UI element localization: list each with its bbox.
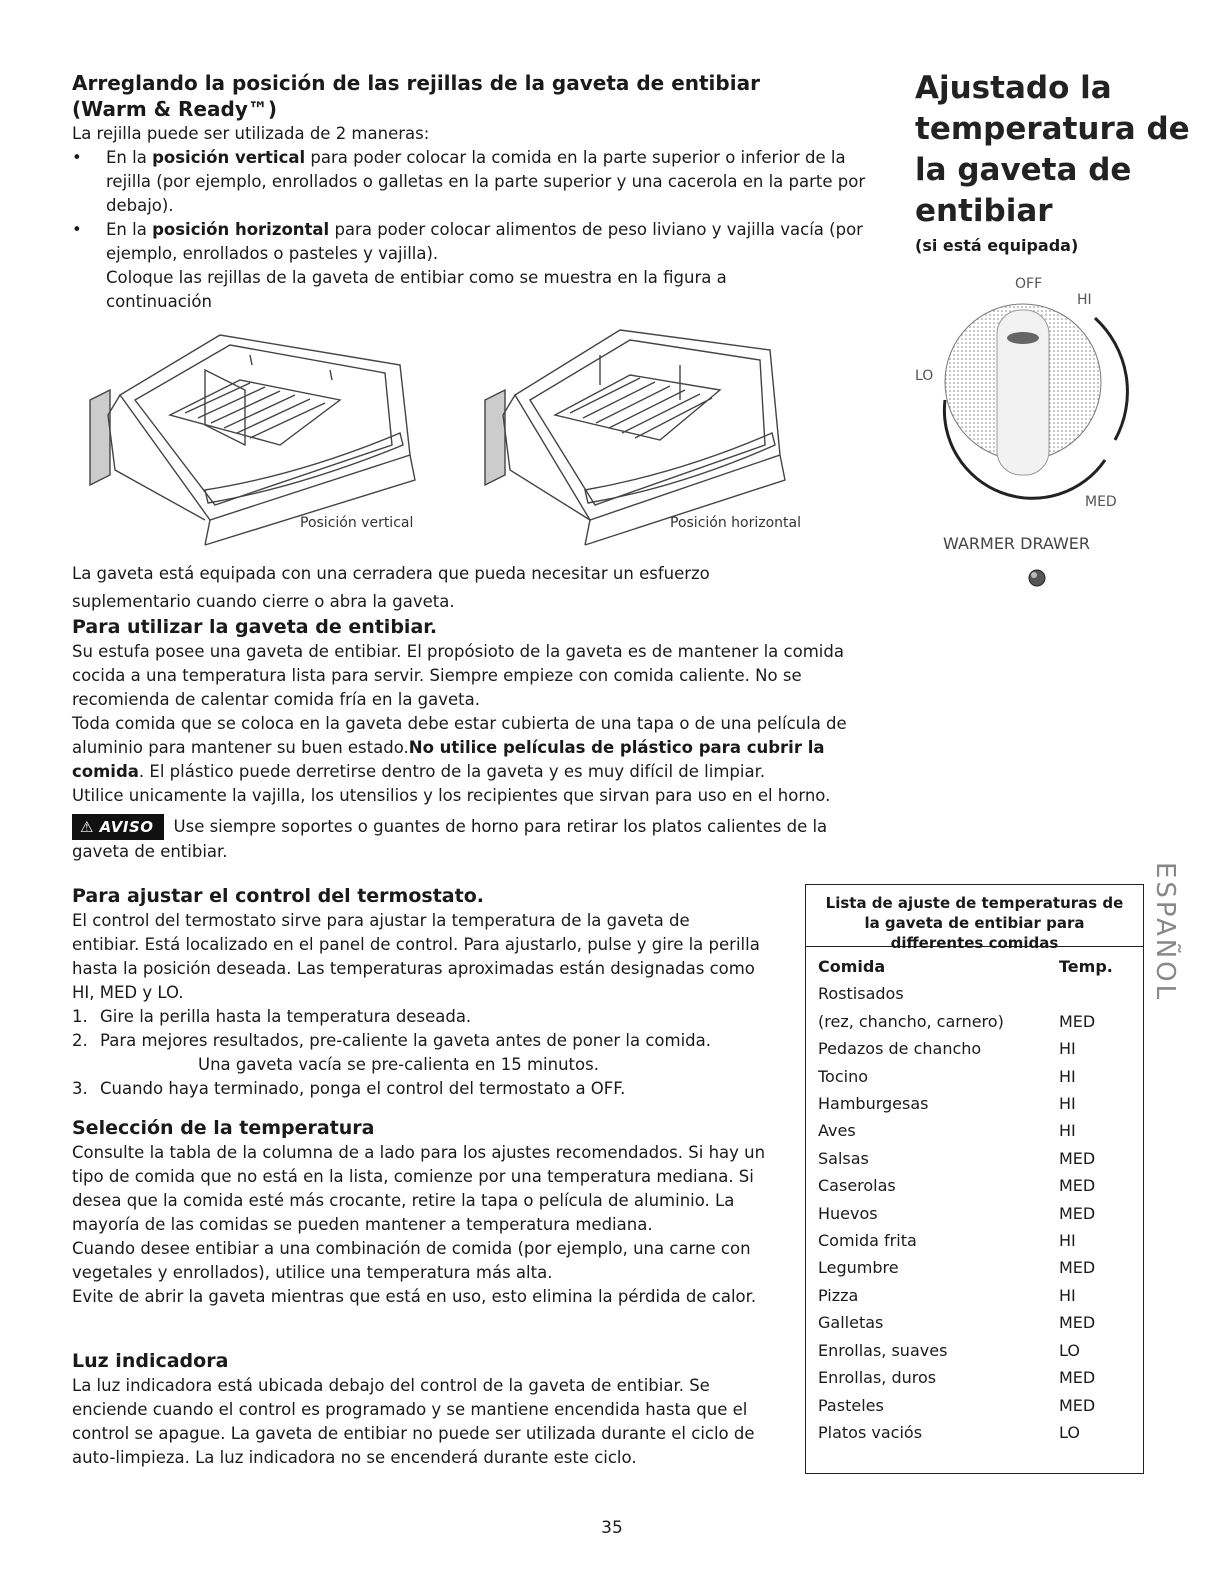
table-row [818,1419,1131,1446]
food-cell: Huevos [818,1203,878,1223]
temp-cell: HI [1059,1094,1076,1114]
aviso-warning: ⚠ AVISO Use siempre soportes o guantes de horno para retirar los platos calientes de la gaveta de entibiar. [72,814,862,864]
dial-label-med: MED [1085,494,1117,510]
use-p2: Toda comida que se coloca en la gaveta debe estar cubierta de una tapa o de una película de aluminio para mantener su buen estado.No utilice películas de plástico para cubrir la comida. El plástico puede derretirse dentro de la gaveta y es muy difícil de limpiar. [72,714,847,781]
dial-label-off: OFF [1015,276,1043,292]
temp-cell: MED [1059,1148,1096,1168]
selection-p2: Cuando desee entibiar a una combinación de comida (por ejemplo, una carne con vegetales y enrollados), utilice una temperatura más alta. [72,1239,751,1282]
drawer-vertical-illustration [80,305,440,555]
table-row [818,1063,1131,1090]
food-cell: Enrollas, suaves [818,1340,948,1360]
page-title: Ajustado la temperatura de la gaveta de entibiar [915,70,1190,229]
table-row [818,1392,1131,1419]
rack-section [72,70,892,314]
food-cell: Legumbre [818,1258,899,1278]
temp-cell: HI [1059,1066,1076,1086]
table-row [818,1282,1131,1309]
temp-cell: MED [1059,1176,1096,1196]
use-p3: Utilice unicamente la vajilla, los utensilios y los recipientes que sirvan para uso en el horno. [72,786,831,805]
bullet-vertical: • En la posición vertical para poder colocar la comida en la parte superior o inferior de la rejilla (por ejemplo, enrollados o galletas en la parte superior y una cacerola en la parte por debajo). [72,148,866,215]
temp-cell [1059,980,1131,1007]
language-tab: ESPAÑOL [1150,862,1180,1003]
temp-cell: MED [1059,1203,1096,1223]
section-title: Arreglando la posición de las rejillas de la gaveta de entibiar (Warm & Ready™) [72,71,760,121]
food-cell: Aves [818,1121,856,1141]
selection-title: Selección de la temperatura [72,1117,375,1139]
table-header-row [818,953,1131,980]
food-cell: Salsas [818,1148,869,1168]
table-row [818,1309,1131,1336]
table-row [818,1254,1131,1281]
temp-cell: LO [1059,1340,1080,1360]
food-cell: Comida frita [818,1231,917,1251]
food-cell: Pedazos de chancho [818,1039,982,1059]
temp-cell: HI [1059,1231,1076,1251]
temp-cell: HI [1059,1039,1076,1059]
table-row [818,1145,1131,1172]
food-cell: Rostisados [818,984,904,1004]
temp-cell: MED [1059,1368,1096,1388]
temp-cell: LO [1059,1422,1080,1442]
food-cell: Pizza [818,1285,859,1305]
table-row [818,1200,1131,1227]
step-2-note: Una gaveta vacía se pre-calienta en 15 minutos. [198,1055,599,1074]
warning-badge: ⚠ AVISO [72,814,164,840]
dial-label-lo: LO [915,368,934,384]
food-cell: Enrollas, duros [818,1368,937,1388]
caption-vertical: Posición vertical [300,515,414,531]
table-row [818,1364,1131,1391]
use-section [72,614,892,864]
table-row [818,1337,1131,1364]
table-row [818,1227,1131,1254]
table-row [818,980,1131,1007]
food-cell: Platos vaciós [818,1422,923,1442]
table-row [818,1172,1131,1199]
col-header-temp: Temp. [1059,957,1113,976]
food-cell: Pasteles [818,1395,884,1415]
light-section [72,1348,792,1470]
temp-cell: MED [1059,1258,1096,1278]
selection-section [72,1115,792,1309]
food-cell: Tocino [818,1066,869,1086]
warmer-dial [905,270,1145,600]
drawer-horizontal-illustration [480,305,840,555]
food-cell: (rez, chancho, carnero) [818,1011,1004,1031]
right-heading [915,68,1205,255]
selection-p1: Consulte la tabla de la columna de a lado para los ajustes recomendados. Si hay un tipo de comida que no está en la lista, comienze por una temperatura mediana. Si desea que la comida esté más crocante, retire la tapa o película de aluminio. La mayoría de las comidas se pueden mantener a temperatura mediana. [72,1143,766,1234]
indicator-light-icon [1027,568,1047,588]
dial-caption: WARMER DRAWER [943,534,1091,553]
step-2: 2. Para mejores resultados, pre-caliente la gaveta antes de poner la comida. [72,1031,712,1050]
bullet-horizontal: • En la posición horizontal para poder colocar alimentos de peso liviano y vajilla vacía (por ejemplo, enrollados o pasteles y vajilla). Coloque las rejillas de la gaveta de entibiar como se muestra en la figura a continuación [72,220,863,311]
dial-knob-graphic [905,270,1145,510]
food-cell: Hamburgesas [818,1094,929,1114]
temp-table-grid [818,953,1131,1446]
caption-horizontal: Posición horizontal [670,515,801,531]
thermostat-section [72,883,792,1101]
table-row [818,1090,1131,1117]
table-row [818,1117,1131,1144]
step-1: 1. Gire la perilla hasta la temperatura deseada. [72,1007,472,1026]
temp-cell: MED [1059,1011,1096,1031]
temp-cell: MED [1059,1313,1096,1333]
use-title: Para utilizar la gaveta de entibiar. [72,616,438,638]
food-cell: Galletas [818,1313,884,1333]
temp-cell: HI [1059,1285,1076,1305]
light-p1: La luz indicadora está ubicada debajo del control de la gaveta de entibiar. Se enciende cuando el control es programado y se mantiene encendida hasta que el control se apague. La gaveta de entibiar no puede ser utilizada durante el ciclo de auto-limpieza. La luz indicadora no se encenderá durante este ciclo. [72,1376,755,1467]
col-header-food: Comida [818,957,886,976]
food-cell: Caserolas [818,1176,896,1196]
rack-intro: La rejilla puede ser utilizada de 2 maneras: [72,124,430,143]
table-row [818,1035,1131,1062]
thermostat-p1: El control del termostato sirve para ajustar la temperatura de la gaveta de entibiar. Está localizado en el panel de control. Para ajustarlo, pulse y gire la perilla hasta la posición deseada. Las temperaturas aproximadas están designadas como HI, MED y LO. [72,911,760,1002]
temp-cell: MED [1059,1395,1096,1415]
table-title: Lista de ajuste de temperaturas de la gaveta de entibiar para differentes comidas [806,885,1143,947]
thermostat-title: Para ajustar el control del termostato. [72,885,484,907]
temp-cell: HI [1059,1121,1076,1141]
table-row [818,1008,1131,1035]
latch-note: La gaveta está equipada con una cerradera que pueda necesitar un esfuerzo suplementario cuando cierre o abra la gaveta. [72,564,710,611]
step-3: 3. Cuando haya terminado, ponga el control del termostato a OFF. [72,1079,626,1098]
dial-label-hi: HI [1077,292,1092,308]
selection-p3: Evite de abrir la gaveta mientras que está en uso, esto elimina la pérdida de calor. [72,1287,757,1306]
temperature-table [805,884,1144,1474]
page-number: 35 [601,1518,623,1538]
light-title: Luz indicadora [72,1350,229,1372]
page-subtitle: (si está equipada) [915,236,1079,255]
use-p1: Su estufa posee una gaveta de entibiar. El propósioto de la gaveta es de mantener la comida cocida a una temperatura lista para servir. Siempre empieze con comida caliente. No se recomienda de calentar comida fría en la gaveta. [72,642,844,709]
